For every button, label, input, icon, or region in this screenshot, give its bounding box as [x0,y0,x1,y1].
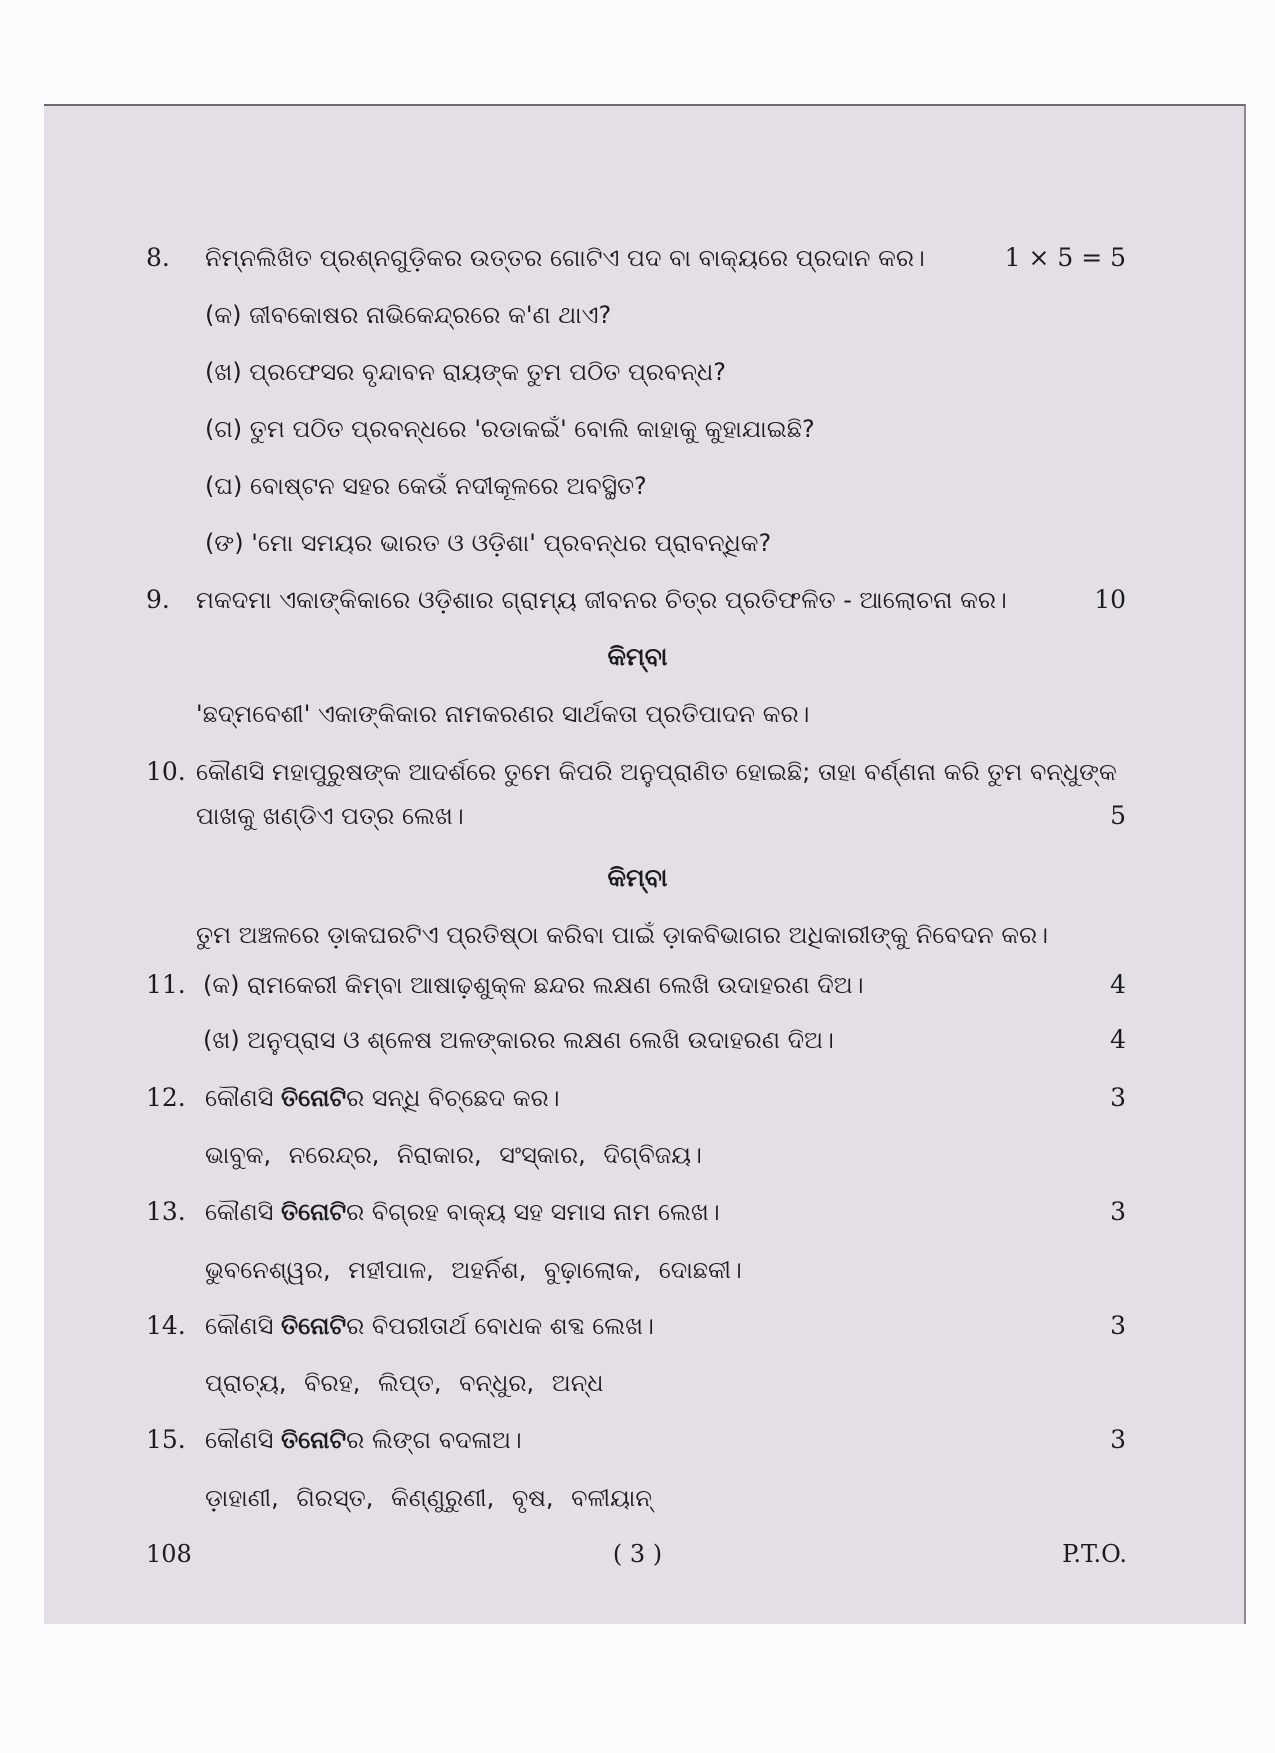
question-14 [0,1306,1275,1346]
sub-question-text: (ଘ) ବୋଷ୍ଟନ ସହର କେଉଁ ନଦୀକୂଳରେ ଅବସ୍ଥିତ? [205,472,647,500]
question-marks: 3 [1110,1197,1126,1226]
question-text [205,1306,654,1346]
question-8 [0,238,1275,278]
question-text: ମକଦମା ଏକାଙ୍କିକାରେ ଓଡ଼ିଶାର ଗ୍ରାମ୍ୟ ଜୀବନର ଚିତ୍ର ପ୍ରତିଫଳିତ - ଆଲୋଚନା କର। [196,586,1007,614]
question-number: 10. [146,757,186,786]
question-marks: 5 [1110,801,1126,830]
question-text: କୌଣସି ମହାପୁରୁଷଙ୍କ ଆଦର୍ଶରେ ତୁମେ କିପରି ଅନୁପ୍ରାଣିତ ହୋଇଛି; ତାହା ବର୍ଣ୍ଣନା କରି ତୁମ ବନ୍ଧୁଙ୍କ [196,758,1117,786]
text-part: ର ବିଗ୍ରହ ବାକ୍ୟ ସହ ସମାସ ନାମ ଲେଖ। [346,1198,720,1226]
sub-question [0,466,1275,506]
alternative-question [0,694,1275,734]
question-number: 15. [146,1425,186,1454]
question-marks: 1 × 5 = 5 [1004,243,1126,272]
alternative-text: ତୁମ ଅଞ୍ଚଳରେ ଡ଼ାକଘରଟିଏ ପ୍ରତିଷ୍ଠା କରିବା ପାଇଁ ଡ଼ାକବିଭାଗର ଅଧିକାରୀଙ୍କୁ ନିବେଦନ କର। [196,921,1049,949]
alternative-question [0,915,1275,955]
question-15 [0,1420,1275,1460]
sub-question-text: (କ) ରାମକେରୀ କିମ୍ବା ଆଷାଢ଼ଶୁକ୍ଳ ଛନ୍ଦର ଲକ୍ଷଣ ଲେଖି ଉଦାହରଣ ଦିଅ। [203,971,864,999]
word-list-text: ପ୍ରାଚ୍ୟ, ବିରହ, ଲିପ୍ତ, ବନ୍ଧୁର, ଅନ୍ଧ [205,1369,604,1397]
word-list [0,1478,1275,1518]
question-text: ନିମ୍ନଲିଖିତ ପ୍ରଶ୍ନଗୁଡ଼ିକର ଉତ୍ତର ଗୋଟିଏ ପଦ ବା ବାକ୍ୟରେ ପ୍ରଦାନ କର। [205,244,925,272]
or-divider: କିମ୍ବା [607,863,668,892]
question-13 [0,1192,1275,1232]
question-marks: 4 [1110,1025,1126,1054]
sub-question-text: (ଖ) ପ୍ରଫେସର ବୃନ୍ଦାବନ ରାୟଙ୍କ ତୁମ ପଠିତ ପ୍ରବନ୍ଧ? [205,358,726,386]
sub-question-text: (କ) ଜୀବକୋଷର ନାଭିକେନ୍ଦ୍ରରେ କ'ଣ ଥାଏ? [205,301,612,329]
emphasis: ତିନୋଟି [281,1084,347,1112]
text-part: ର ଲିଙ୍ଗ ବଦଳାଅ। [346,1426,522,1454]
text-part: କୌଣସି [205,1426,282,1454]
alternative-text: 'ଛଦ୍ମବେଶୀ' ଏକାଙ୍କିକାର ନାମକରଣର ସାର୍ଥକତା ପ୍ରତିପାଦନ କର। [196,700,810,728]
question-number: 8. [146,243,170,272]
text-part: ର ସନ୍ଧି ବିଚ୍ଛେଦ କର। [346,1084,560,1112]
page-number: ( 3 ) [612,1540,663,1568]
sub-question [0,523,1275,563]
word-list-text: ଭୁବନେଶ୍ୱର, ମହୀପାଳ, ଅହର୍ନିଶ, ବୁଢ଼ାଲୋକ, ଦୋଛକୀ। [205,1256,742,1284]
question-marks: 4 [1110,970,1126,999]
question-text [205,1078,560,1118]
question-9 [0,580,1275,620]
page-footer [0,1534,1275,1574]
question-10 [0,752,1275,792]
word-list [0,1135,1275,1175]
word-list-text: ଡ଼ାହାଣୀ, ଗିରସ୍ତ, କିଣ୍ଣୁରୁଣୀ, ବୃଷ, ବଳୀୟାନ୍ [205,1484,652,1512]
sub-question [0,352,1275,392]
question-number: 12. [146,1083,186,1112]
question-number: 13. [146,1197,186,1226]
question-10-continued [0,796,1275,836]
emphasis: ତିନୋଟି [281,1426,347,1454]
sub-question [0,409,1275,449]
sub-question [0,295,1275,335]
sub-question-text: (ଖ) ଅନୁପ୍ରାସ ଓ ଶ୍ଳେଷ ଅଳଙ୍କାରର ଲକ୍ଷଣ ଲେଖି ଉଦାହରଣ ଦିଅ। [203,1026,834,1054]
word-list-text: ଭାବୁକ, ନରେନ୍ଦ୍ର, ନିରାକାର, ସଂସ୍କାର, ଦିଗ୍‌ବିଜୟ। [205,1141,702,1169]
question-number: 14. [146,1311,186,1340]
please-turn-over: P.T.O. [1062,1540,1127,1568]
question-11 [0,965,1275,1005]
word-list [0,1363,1275,1403]
text-part: କୌଣସି [205,1084,282,1112]
question-number: 11. [146,970,186,999]
question-marks: 3 [1110,1425,1126,1454]
text-part: ର ବିପରୀତାର୍ଥ ବୋଧକ ଶବ୍ଦ ଲେଖ। [346,1312,654,1340]
paper-code: 108 [146,1540,192,1568]
sub-question-text: (ଗ) ତୁମ ପଠିତ ପ୍ରବନ୍ଧରେ 'ରଡାକଇଁ' ବୋଲି କାହାକୁ କୁହାଯାଇଛି? [205,415,815,443]
emphasis: ତିନୋଟି [281,1198,347,1226]
sub-question-text: (ଙ) 'ମୋ ସମୟର ଭାରତ ଓ ଓଡ଼ିଶା' ପ୍ରବନ୍ଧର ପ୍ରାବନ୍ଧିକ? [205,529,772,557]
question-12 [0,1078,1275,1118]
word-list [0,1250,1275,1290]
question-marks: 10 [1094,585,1126,614]
text-part: କୌଣସି [205,1198,282,1226]
question-marks: 3 [1110,1083,1126,1112]
text-part: କୌଣସି [205,1312,282,1340]
question-text: ପାଖକୁ ଖଣ୍ଡିଏ ପତ୍ର ଲେଖ। [196,802,464,830]
question-marks: 3 [1110,1311,1126,1340]
question-text [205,1192,720,1232]
sub-question [0,1020,1275,1060]
emphasis: ତିନୋଟି [281,1312,347,1340]
question-number: 9. [146,585,170,614]
or-divider: କିମ୍ବା [607,642,668,671]
question-text [205,1420,522,1460]
